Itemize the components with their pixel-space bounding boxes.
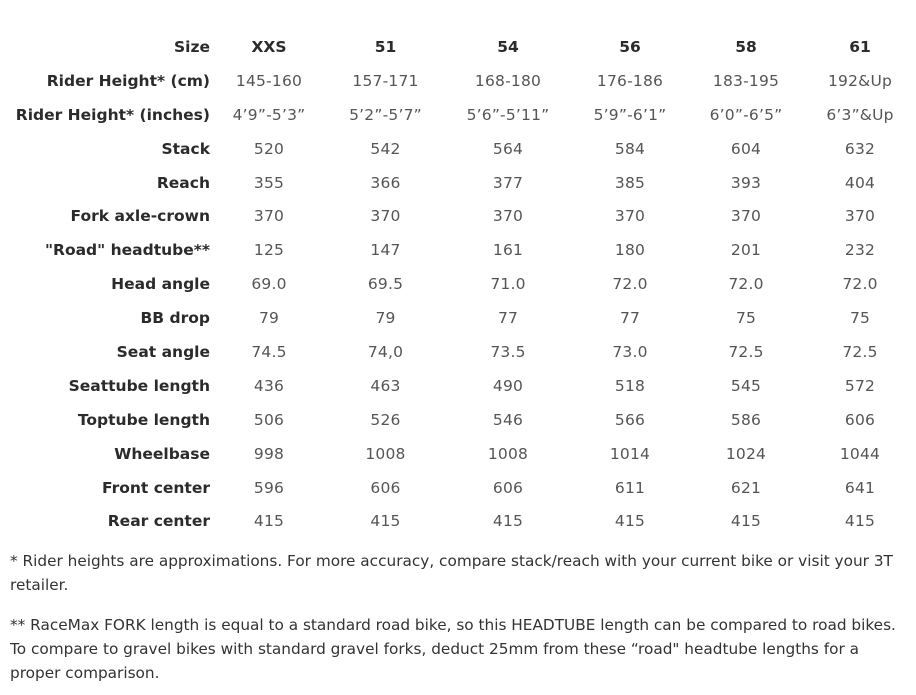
table-cell: 147	[370, 241, 401, 260]
table-cell: 393	[730, 173, 762, 192]
row-label: Rider Height* (cm)	[46, 71, 210, 90]
size-header-xxs: XXS	[251, 37, 287, 56]
table-cell: 606	[492, 478, 524, 497]
table-cell: 75	[735, 309, 757, 328]
footnote-rider-height: * Rider heights are approximations. For more accuracy, compare stack/reach with your current bike or visit your 3T retailer.	[10, 552, 893, 594]
table-cell: 596	[253, 478, 285, 497]
table-row	[0, 267, 915, 301]
table-row	[0, 233, 915, 267]
table-cell: 572	[844, 376, 876, 395]
row-label: Head angle	[111, 275, 210, 294]
size-header-58: 58	[735, 37, 757, 56]
table-cell: 355	[253, 173, 285, 192]
table-row	[0, 199, 915, 233]
table-cell: 506	[253, 410, 285, 429]
table-row	[0, 403, 915, 437]
table-row	[0, 504, 915, 538]
table-cell: 79	[375, 309, 396, 328]
geometry-table	[0, 30, 915, 538]
table-header-row	[0, 30, 915, 64]
table-cell: 415	[614, 512, 646, 531]
row-label: Rear center	[107, 512, 210, 531]
table-row	[0, 437, 915, 471]
table-cell: 183-195	[712, 71, 780, 90]
table-cell: 606	[370, 478, 401, 497]
table-cell: 69.0	[251, 275, 287, 294]
size-header-label: Size	[173, 37, 210, 56]
row-label: Wheelbase	[114, 444, 210, 463]
table-cell: 201	[730, 241, 762, 260]
table-cell: 526	[370, 410, 401, 429]
table-cell: 1008	[365, 444, 406, 463]
table-row	[0, 98, 915, 132]
table-cell: 415	[844, 512, 876, 531]
table-cell: 404	[844, 173, 876, 192]
table-cell: 621	[730, 478, 762, 497]
table-row	[0, 335, 915, 369]
table-cell: 463	[370, 376, 401, 395]
table-cell: 69.5	[367, 275, 404, 294]
table-cell: 74,0	[367, 342, 404, 361]
table-cell: 366	[370, 173, 401, 192]
table-cell: 71.0	[490, 275, 526, 294]
table-cell: 72.0	[612, 275, 648, 294]
row-label: Rider Height* (inches)	[15, 105, 210, 124]
row-label: Seattube length	[68, 376, 210, 395]
row-label: Stack	[161, 139, 210, 158]
table-cell: 566	[614, 410, 646, 429]
table-cell: 6’0”-6’5”	[709, 105, 783, 124]
table-cell: 74.5	[251, 342, 287, 361]
size-header-61: 61	[849, 37, 871, 56]
row-label: Front center	[101, 478, 210, 497]
table-cell: 632	[844, 139, 876, 158]
table-cell: 5’9”-6’1”	[593, 105, 667, 124]
table-cell: 77	[619, 309, 641, 328]
table-row	[0, 471, 915, 505]
table-cell: 75	[849, 309, 871, 328]
footnote-headtube: ** RaceMax FORK length is equal to a standard road bike, so this HEADTUBE length can be compared to road bikes. To compare to gravel bikes with standard gravel forks, deduct 25mm from these “road" headtube lengths for a proper comparison.	[10, 616, 896, 682]
table-cell: 611	[614, 478, 646, 497]
table-cell: 641	[844, 478, 876, 497]
table-cell: 370	[492, 207, 524, 226]
table-cell: 377	[492, 173, 524, 192]
table-cell: 518	[614, 376, 646, 395]
table-cell: 176-186	[596, 71, 664, 90]
table-cell: 606	[844, 410, 876, 429]
table-cell: 72.5	[728, 342, 764, 361]
table-cell: 415	[730, 512, 762, 531]
table-cell: 73.0	[612, 342, 648, 361]
table-cell: 490	[492, 376, 524, 395]
table-cell: 415	[253, 512, 285, 531]
table-cell: 1008	[487, 444, 529, 463]
table-cell: 77	[497, 309, 519, 328]
table-cell: 72.5	[842, 342, 878, 361]
table-cell: 584	[614, 139, 646, 158]
table-cell: 1024	[725, 444, 767, 463]
table-cell: 415	[370, 512, 401, 531]
row-label: Fork axle-crown	[70, 207, 210, 226]
row-label: Toptube length	[77, 410, 210, 429]
table-cell: 145-160	[235, 71, 303, 90]
table-cell: 998	[253, 444, 285, 463]
table-cell: 370	[730, 207, 762, 226]
table-cell: 546	[492, 410, 524, 429]
table-row	[0, 132, 915, 166]
table-row	[0, 166, 915, 200]
size-header-56: 56	[619, 37, 641, 56]
table-cell: 564	[492, 139, 524, 158]
table-cell: 385	[614, 173, 646, 192]
row-label: BB drop	[140, 309, 210, 328]
table-row	[0, 301, 915, 335]
table-cell: 586	[730, 410, 762, 429]
table-row	[0, 64, 915, 98]
table-cell: 5’2”-5’7”	[349, 105, 422, 124]
table-cell: 232	[844, 241, 876, 260]
table-cell: 436	[253, 376, 285, 395]
table-cell: 72.0	[842, 275, 878, 294]
table-cell: 415	[492, 512, 524, 531]
table-cell: 161	[492, 241, 524, 260]
table-cell: 604	[730, 139, 762, 158]
size-header-51: 51	[374, 37, 397, 56]
table-cell: 545	[730, 376, 762, 395]
table-cell: 72.0	[728, 275, 764, 294]
table-cell: 370	[844, 207, 876, 226]
table-cell: 73.5	[490, 342, 526, 361]
row-label: Seat angle	[116, 342, 210, 361]
table-row	[0, 369, 915, 403]
table-cell: 4’9”-5’3”	[232, 105, 306, 124]
table-cell: 168-180	[474, 71, 542, 90]
row-label: "Road" headtube**	[44, 241, 210, 260]
table-cell: 5’6”-5’11”	[466, 105, 550, 124]
table-cell: 125	[253, 241, 285, 260]
size-header-54: 54	[497, 37, 519, 56]
table-cell: 1044	[839, 444, 881, 463]
table-cell: 180	[614, 241, 646, 260]
table-cell: 542	[370, 139, 401, 158]
table-cell: 520	[253, 139, 285, 158]
table-cell: 1014	[609, 444, 651, 463]
table-body	[0, 64, 915, 538]
table-cell: 370	[370, 207, 401, 226]
table-cell: 157-171	[352, 71, 419, 90]
table-cell: 79	[258, 309, 280, 328]
table-cell: 370	[253, 207, 285, 226]
row-label: Reach	[156, 173, 210, 192]
table-cell: 6’3”&Up	[826, 105, 894, 124]
table-cell: 370	[614, 207, 646, 226]
table-cell: 192&Up	[827, 71, 893, 90]
